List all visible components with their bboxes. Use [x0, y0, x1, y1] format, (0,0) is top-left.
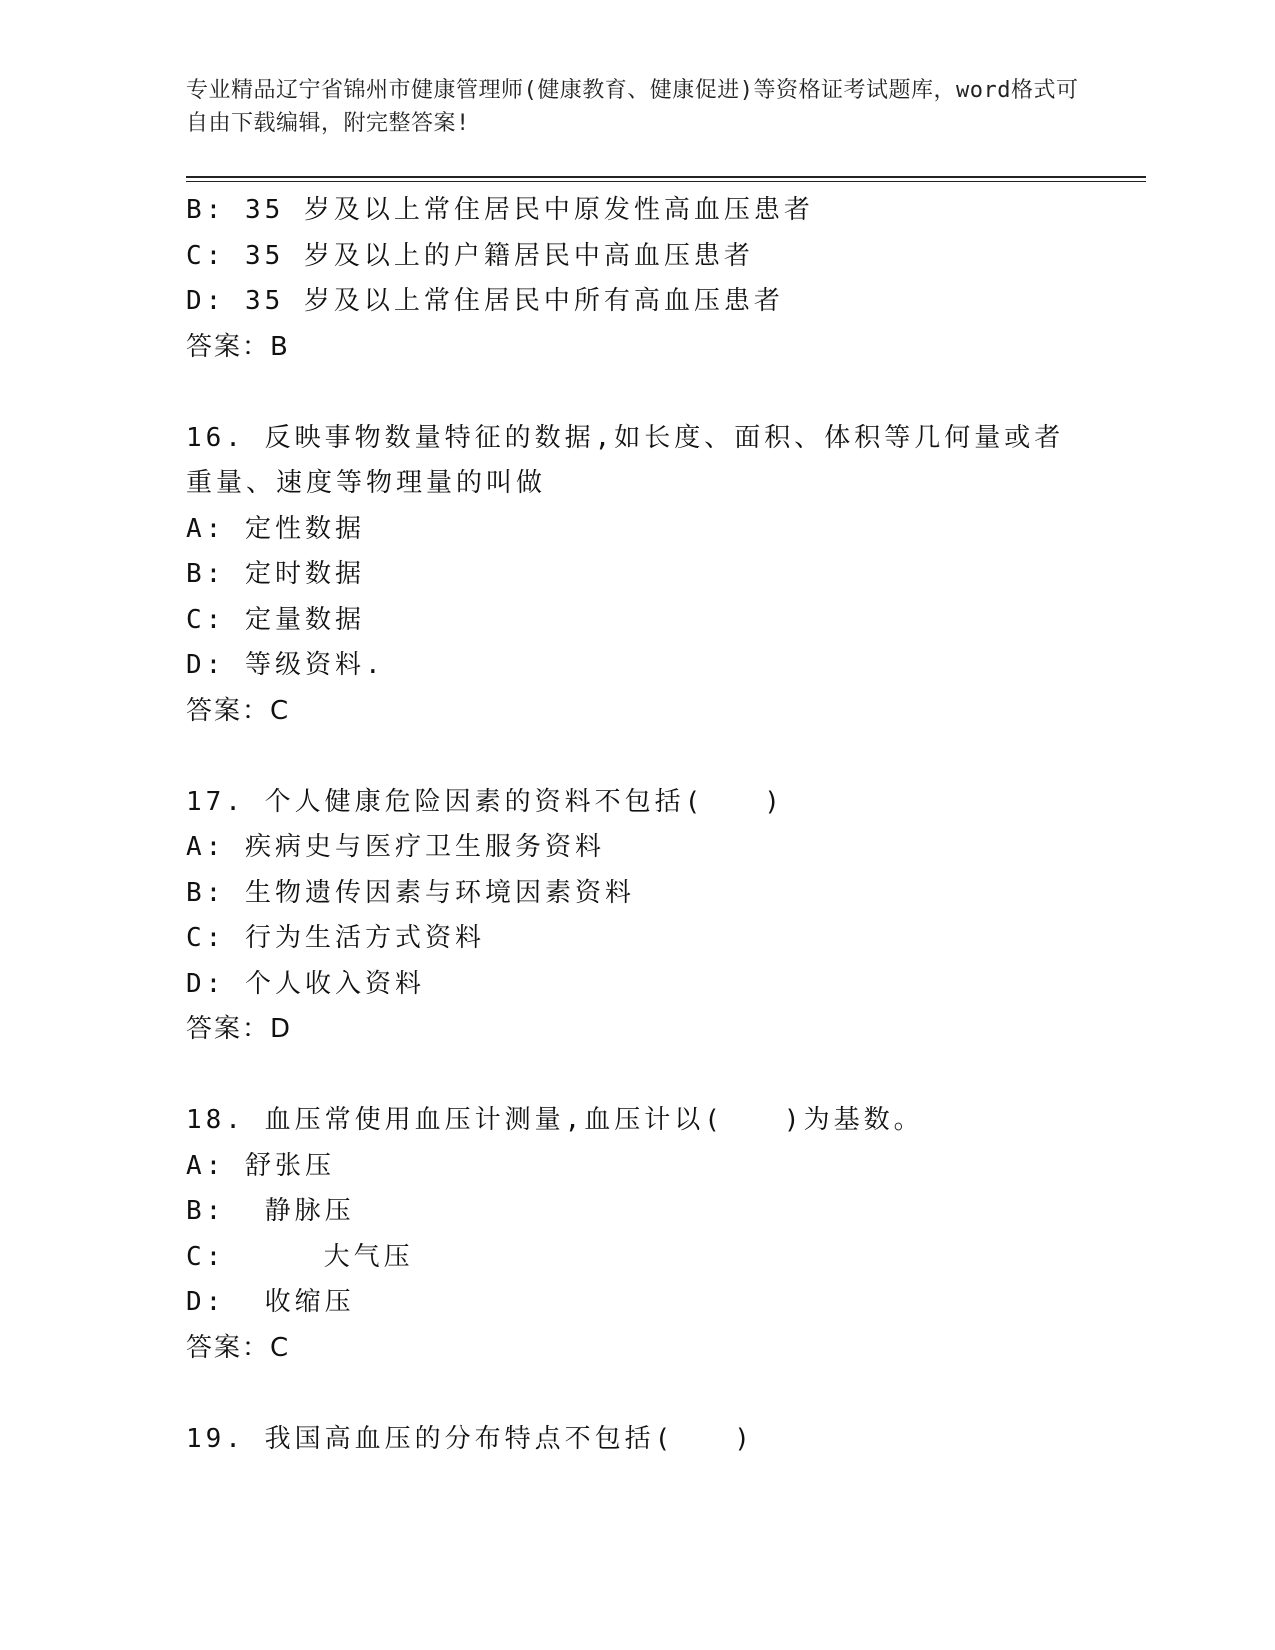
option-c: C: 定量数据 [186, 604, 365, 635]
question-block [186, 416, 1086, 735]
option-d: D: 35 岁及以上常住居民中所有高血压患者 [186, 286, 784, 316]
option-b: B: 35 岁及以上常住居民中原发性高血压患者 [186, 195, 814, 225]
document-header: 专业精品辽宁省锦州市健康管理师(健康教育、健康促进)等资格证考试题库，word格式可自由下载编辑，附完整答案! [186, 78, 1079, 136]
question-block [186, 780, 1086, 1053]
answer-line: 答案：D [186, 1014, 293, 1044]
question-block [186, 1417, 1086, 1463]
option-d: D: 个人收入资料 [186, 968, 425, 999]
question-block [186, 188, 1086, 370]
option-c: C: 行为生活方式资料 [186, 923, 485, 953]
question-text: 19. 我国高血压的分布特点不包括( ) [186, 1423, 754, 1454]
option-d: D: 等级资料. [186, 650, 385, 680]
option-b: B: 静脉压 [186, 1196, 355, 1226]
answer-line: 答案：B [186, 331, 290, 362]
header-divider-thick [186, 176, 1146, 178]
answer-line: 答案：C [186, 695, 291, 726]
option-d: D: 收缩压 [186, 1287, 355, 1317]
header-divider-thin [186, 181, 1146, 182]
option-c: C: 大气压 [186, 1241, 414, 1272]
option-b: B: 生物遗传因素与环境因素资料 [186, 877, 635, 908]
question-block [186, 1098, 1086, 1371]
option-a: A: 舒张压 [186, 1150, 335, 1181]
option-c: C: 35 岁及以上的户籍居民中高血压患者 [186, 240, 754, 271]
question-text: 16. 反映事物数量特征的数据,如长度、面积、体积等几何量或者重量、速度等物理量的叫做 [186, 422, 1065, 498]
question-text: 18. 血压常使用血压计测量,血压计以( )为基数。 [186, 1105, 924, 1135]
question-text: 17. 个人健康危险因素的资料不包括( ) [186, 786, 784, 817]
option-a: A: 定性数据 [186, 513, 365, 544]
option-a: A: 疾病史与医疗卫生服务资料 [186, 832, 605, 862]
question-list [186, 188, 1086, 1462]
option-b: B: 定时数据 [186, 559, 365, 589]
answer-line: 答案：C [186, 1332, 291, 1363]
